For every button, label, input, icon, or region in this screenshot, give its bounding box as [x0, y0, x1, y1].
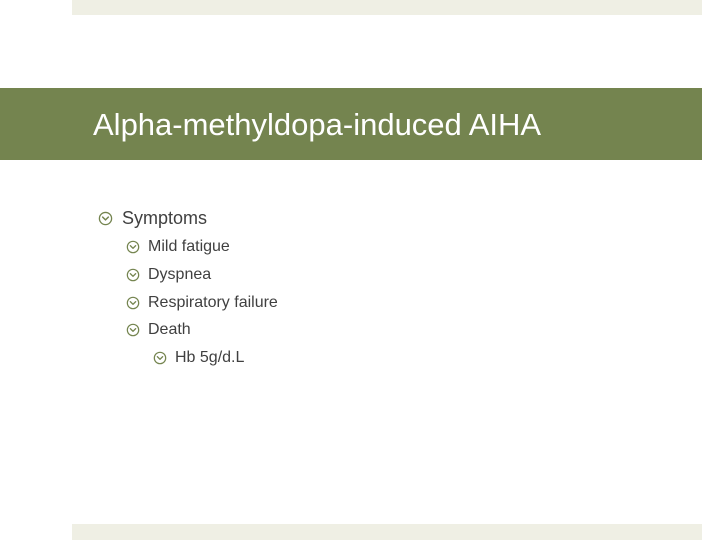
bullet-label: Dyspnea [148, 266, 212, 283]
bullet-label: Hb 5g/d.L [175, 349, 245, 366]
slide-title: Alpha-methyldopa-induced AIHA [93, 107, 542, 142]
bullet-hb [153, 349, 244, 367]
circled-chevron-icon [126, 296, 140, 310]
bullet-label: Symptoms [122, 208, 208, 228]
bullet-symptoms [98, 208, 207, 229]
bullet-label: Respiratory failure [148, 294, 278, 311]
bullet-death [126, 321, 191, 339]
bullet-mild-fatigue [126, 238, 230, 256]
circled-chevron-icon [126, 240, 140, 254]
circled-chevron-icon [126, 268, 140, 282]
top-accent-strip [72, 0, 702, 15]
bullet-label: Death [148, 321, 191, 338]
circled-chevron-icon [98, 211, 113, 226]
bottom-accent-strip [72, 524, 702, 540]
bullet-respiratory-failure [126, 294, 278, 312]
bullet-label: Mild fatigue [148, 238, 230, 255]
circled-chevron-icon [126, 323, 140, 337]
bullet-dyspnea [126, 266, 211, 284]
circled-chevron-icon [153, 351, 167, 365]
